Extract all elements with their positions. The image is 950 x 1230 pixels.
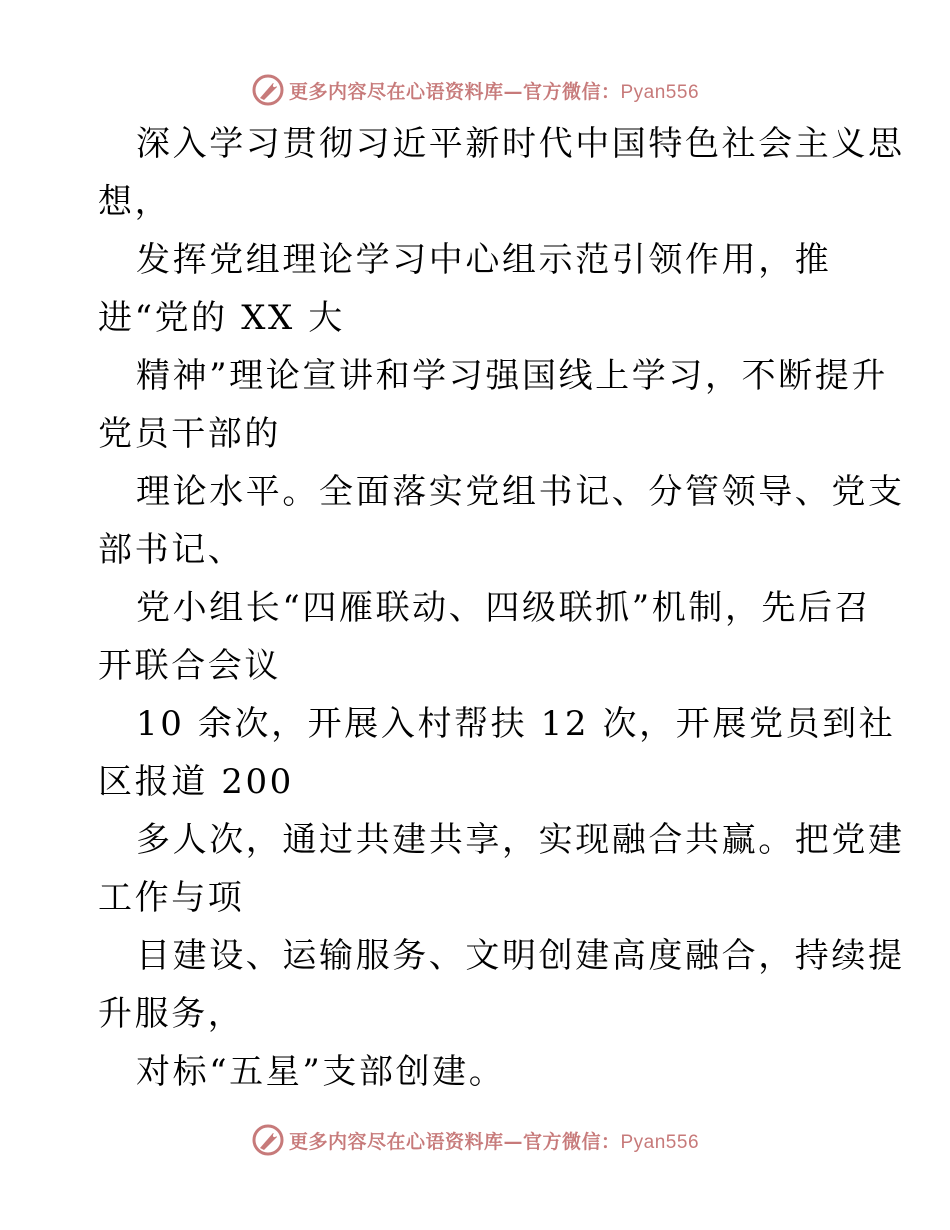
text-line: 工作与项 [98,878,245,918]
watermark-wechat-id: Pyan556 [620,81,700,103]
text-line: 党小组长“四雁联动、四级联抓”机制，先后召 [136,588,872,628]
text-line: 党员干部的 [98,414,281,454]
text-line: 想， [98,182,172,222]
text-line: 10 余次，开展入村帮扶 12 次，开展党员到社 [136,704,896,744]
footer-watermark [0,1120,950,1160]
header-watermark [0,70,950,110]
text-line: 升服务， [98,994,245,1034]
pen-nib-logo-icon [251,1123,285,1157]
watermark-text [289,1127,699,1154]
text-line: 精神”理论宣讲和学习强国线上学习，不断提升 [136,356,888,396]
text-line: 目建设、运输服务、文明创建高度融合，持续提 [136,936,905,976]
text-line: 进“党的 XX 大 [98,298,345,338]
text-line: 对标“五星”支部创建。 [136,1052,506,1092]
text-line: 发挥党组理论学习中心组示范引领作用，推 [136,240,832,280]
watermark-label: 更多内容尽在心语资料库—官方微信： [288,80,621,103]
text-line: 多人次，通过共建共享，实现融合共赢。把党建 [136,820,905,860]
text-line: 部书记、 [98,530,245,570]
watermark-text [289,77,699,104]
pen-nib-logo-icon [251,73,285,107]
document-body [98,115,905,1101]
text-line: 开联合会议 [98,646,281,686]
watermark-wechat-id: Pyan556 [620,1131,700,1153]
text-line: 区报道 200 [98,762,294,802]
watermark-label: 更多内容尽在心语资料库—官方微信： [288,1130,621,1153]
text-line: 深入学习贯彻习近平新时代中国特色社会主义思 [136,124,905,164]
text-line: 理论水平。全面落实党组书记、分管领导、党支 [136,472,905,512]
